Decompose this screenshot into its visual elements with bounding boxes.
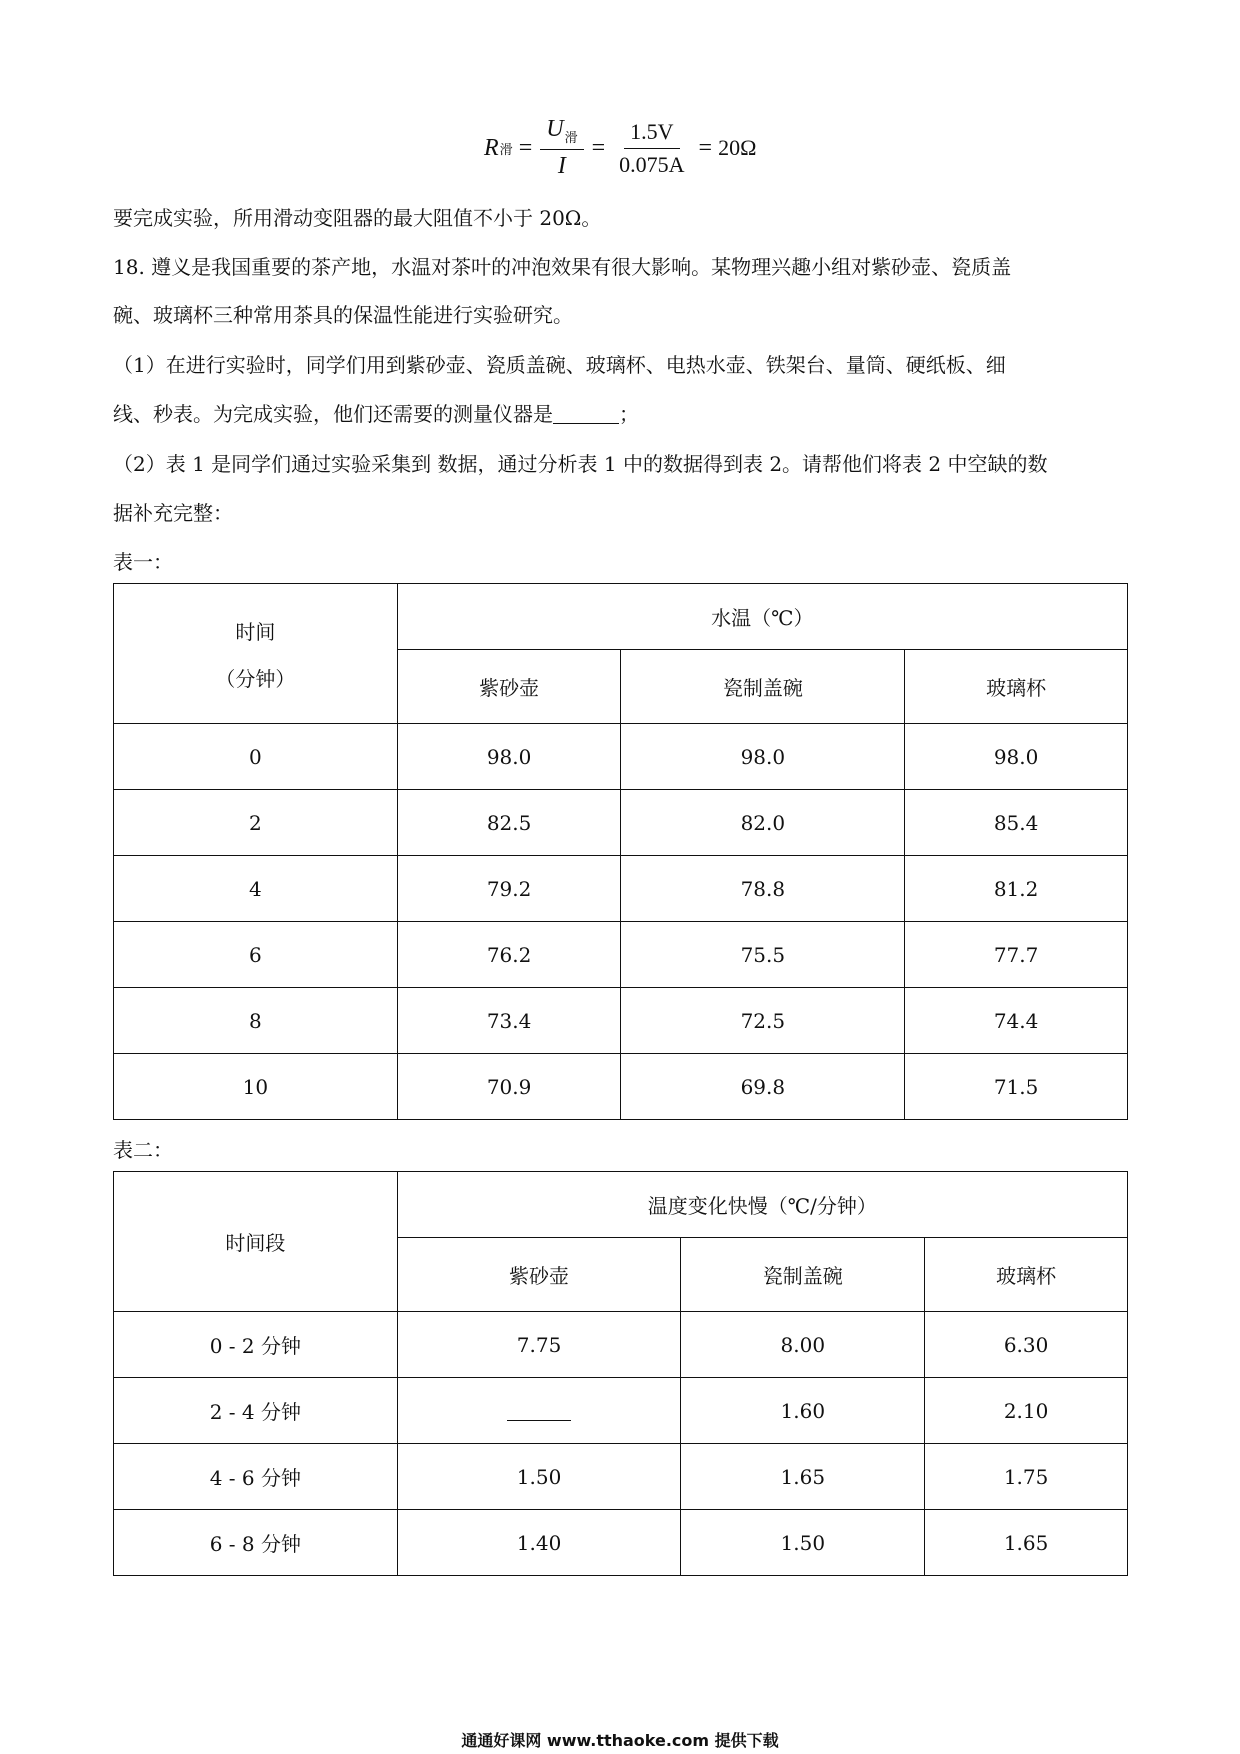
table-1-column-header: 紫砂壶	[397, 650, 621, 724]
table-cell: 78.8	[621, 856, 905, 922]
table-cell: 1.75	[925, 1444, 1128, 1510]
conclusion-text: 要完成实验，所用滑动变阻器的最大阻值不小于 20Ω。	[113, 206, 602, 230]
table-1-caption: 表一：	[113, 550, 173, 574]
table-cell: 69.8	[621, 1054, 905, 1120]
table-cell: 1.65	[925, 1510, 1128, 1576]
table-cell: 1.65	[681, 1444, 925, 1510]
table-2-group-header: 温度变化快慢（℃/分钟）	[397, 1172, 1127, 1238]
table-cell: 1.40	[397, 1510, 681, 1576]
table-2-period-header: 时间段	[114, 1172, 398, 1312]
table-1-group-header: 水温（℃）	[397, 584, 1127, 650]
table-cell: 6 - 8 分钟	[114, 1510, 398, 1576]
question-18-line-2: 碗、玻璃杯三种常用茶具的保温性能进行实验研究。	[113, 303, 573, 327]
table-1-time-header-line-1: 时间	[235, 619, 276, 644]
table-cell: 10	[114, 1054, 398, 1120]
table-cell: 7.75	[397, 1312, 681, 1378]
resistance-formula	[484, 112, 756, 184]
table-cell: 73.4	[397, 988, 621, 1054]
formula-equals: =	[698, 134, 713, 161]
table-cell: 8	[114, 988, 398, 1054]
part-1-line-2-end: ；	[619, 402, 639, 426]
table-row	[114, 790, 1128, 856]
table-row	[114, 1054, 1128, 1120]
table-cell: 1.50	[681, 1510, 925, 1576]
table-row	[114, 1312, 1128, 1378]
table-1-time-header	[114, 584, 398, 724]
table-1-time-header-line-2: （分钟）	[215, 666, 296, 691]
formula-frac1-num-var: U	[546, 116, 564, 142]
table-cell: 4	[114, 856, 398, 922]
part-1-line-1: （1）在进行实验时，同学们用到紫砂壶、瓷质盖碗、玻璃杯、电热水壶、铁架台、量筒、硬纸板、细	[113, 353, 1006, 377]
table-cell: 2	[114, 790, 398, 856]
question-18-line-1: 18. 遵义是我国重要的茶产地，水温对茶叶的冲泡效果有很大影响。某物理兴趣小组对紫砂壶、瓷质盖	[113, 255, 1012, 279]
table-cell: 71.5	[905, 1054, 1128, 1120]
table-cell: 75.5	[621, 922, 905, 988]
formula-frac2-num: 1.5V	[624, 119, 679, 149]
table-row	[114, 724, 1128, 790]
formula-equals: =	[591, 134, 606, 161]
table-1-column-header: 玻璃杯	[905, 650, 1128, 724]
table-cell: 4 - 6 分钟	[114, 1444, 398, 1510]
answer-blank-cell	[397, 1378, 681, 1444]
formula-lhs-sub: 滑	[499, 141, 513, 157]
table-cell: 82.0	[621, 790, 905, 856]
table-cell: 6.30	[925, 1312, 1128, 1378]
table-cell: 1.60	[681, 1378, 925, 1444]
table-cell: 0 - 2 分钟	[114, 1312, 398, 1378]
table-cell: 98.0	[621, 724, 905, 790]
table-cell: 6	[114, 922, 398, 988]
part-1-line-2	[113, 399, 1133, 429]
table-cell: 2.10	[925, 1378, 1128, 1444]
table-cell: 8.00	[681, 1312, 925, 1378]
table-1-column-header: 瓷制盖碗	[621, 650, 905, 724]
table-row	[114, 1378, 1128, 1444]
table-cell: 85.4	[905, 790, 1128, 856]
formula-fraction-voltage-current	[540, 116, 583, 180]
table-cell: 76.2	[397, 922, 621, 988]
table-cell: 79.2	[397, 856, 621, 922]
table-row	[114, 988, 1128, 1054]
table-cell: 81.2	[905, 856, 1128, 922]
page-footer: 通通好课网 www.tthaoke.com 提供下载	[461, 1731, 779, 1750]
table-cell: 77.7	[905, 922, 1128, 988]
table-cell: 98.0	[397, 724, 621, 790]
table-row	[114, 1510, 1128, 1576]
table-cell: 74.4	[905, 988, 1128, 1054]
formula-frac2-den: 0.075A	[619, 151, 685, 177]
table-2-caption: 表二：	[113, 1138, 173, 1162]
formula-lhs-var: R	[484, 134, 499, 161]
table-cell: 70.9	[397, 1054, 621, 1120]
table-cell: 1.50	[397, 1444, 681, 1510]
table-row	[114, 856, 1128, 922]
table-2-column-header: 瓷制盖碗	[681, 1238, 925, 1312]
table-row	[114, 1444, 1128, 1510]
table-row	[114, 922, 1128, 988]
part-1-line-2-text: 线、秒表。为完成实验，他们还需要的测量仪器是	[113, 402, 553, 426]
table-1-water-temperature	[113, 583, 1128, 1120]
answer-blank	[507, 1400, 571, 1421]
table-cell: 72.5	[621, 988, 905, 1054]
table-cell: 98.0	[905, 724, 1128, 790]
part-2-line-1: （2）表 1 是同学们通过实验采集到 数据，通过分析表 1 中的数据得到表 2。请帮他们将表 2 中空缺的数	[113, 452, 1048, 476]
part-2-line-2: 据补充完整：	[113, 501, 233, 525]
table-2-temperature-change-rate	[113, 1171, 1128, 1576]
table-2-column-header: 紫砂壶	[397, 1238, 681, 1312]
answer-blank-instrument	[553, 403, 619, 424]
formula-frac1-den: I	[557, 153, 566, 179]
formula-equals: =	[518, 134, 533, 161]
table-cell: 82.5	[397, 790, 621, 856]
formula-frac1-num-sub: 滑	[564, 130, 578, 145]
formula-result: 20Ω	[718, 135, 757, 160]
table-2-column-header: 玻璃杯	[925, 1238, 1128, 1312]
table-cell: 2 - 4 分钟	[114, 1378, 398, 1444]
table-cell: 0	[114, 724, 398, 790]
formula-fraction-values	[613, 119, 690, 178]
